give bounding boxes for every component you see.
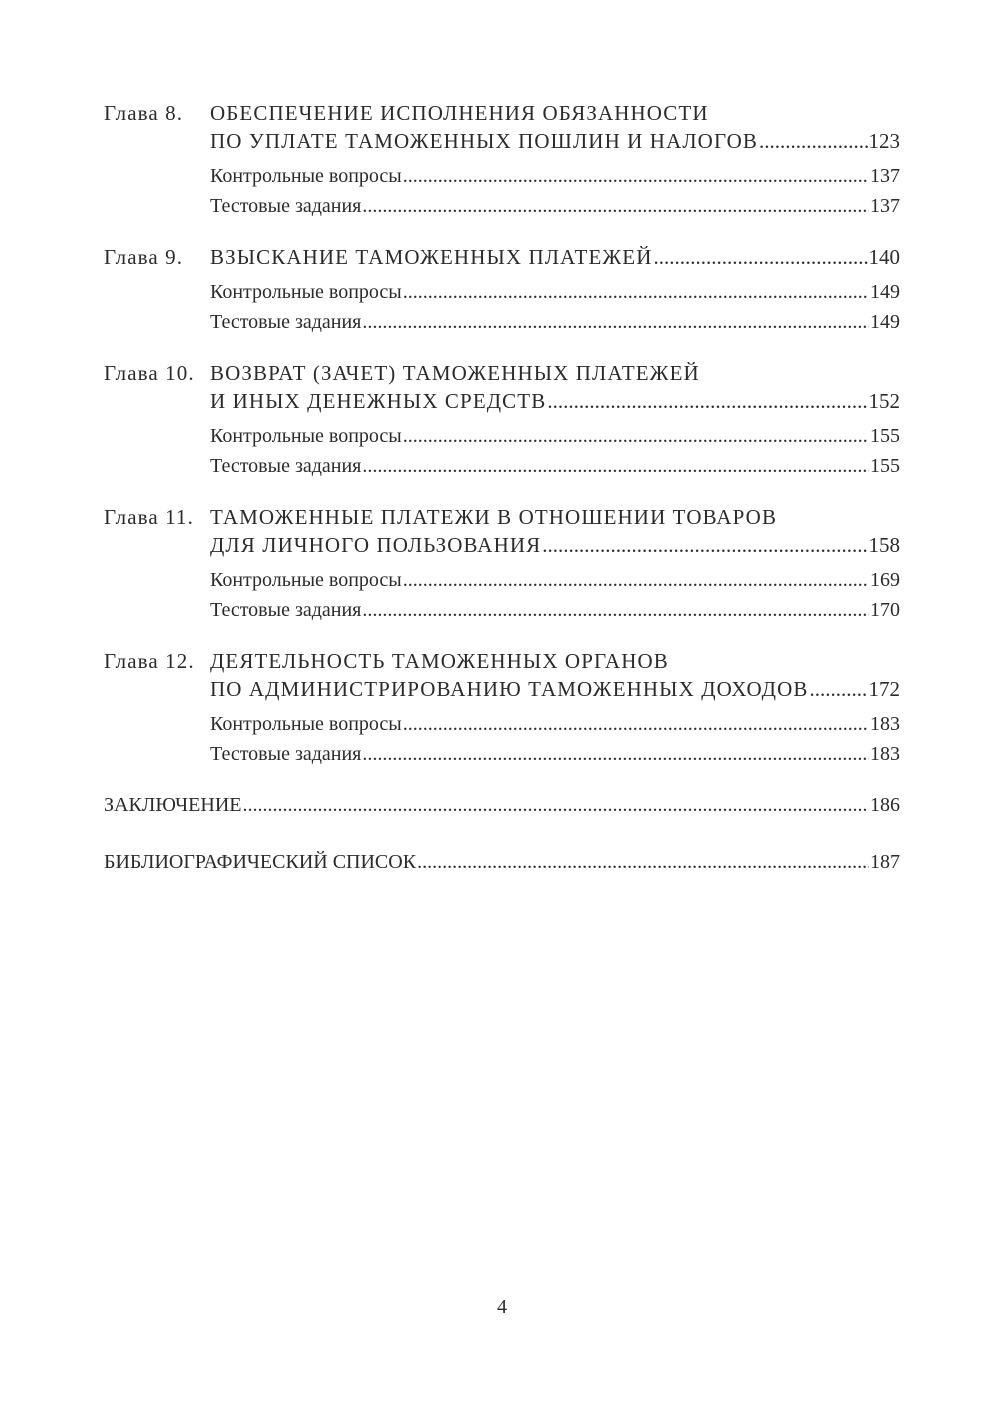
toc-subitem-questions[interactable] xyxy=(210,565,900,595)
page-ref: 186 xyxy=(870,794,900,816)
table-of-contents xyxy=(104,99,900,876)
toc-chapter-11[interactable] xyxy=(104,503,900,625)
toc-subitem-questions[interactable] xyxy=(210,161,900,191)
toc-chapter-10[interactable] xyxy=(104,359,900,481)
section-label: ЗАКЛЮЧЕНИЕ xyxy=(104,794,242,816)
chapter-title-line: ОБЕСПЕЧЕНИЕ ИСПОЛНЕНИЯ ОБЯЗАННОСТИ xyxy=(210,101,709,125)
subitem-label: Тестовые задания xyxy=(210,195,362,217)
chapter-label: Глава 10. xyxy=(104,361,195,385)
chapter-title-line: ПО АДМИНИСТРИРОВАНИЮ ТАМОЖЕННЫХ ДОХОДОВ xyxy=(210,677,809,701)
page-ref: 172 xyxy=(868,677,900,701)
page-ref: 140 xyxy=(868,245,900,269)
dot-leader xyxy=(362,307,869,337)
dot-leader xyxy=(362,451,869,481)
page-ref: 149 xyxy=(870,311,900,333)
toc-subitem-questions[interactable] xyxy=(210,421,900,451)
dot-leader xyxy=(403,277,869,307)
chapter-title-line: И ИНЫХ ДЕНЕЖНЫХ СРЕДСТВ xyxy=(210,389,547,413)
dot-leader xyxy=(362,595,869,625)
toc-subitem-tests[interactable] xyxy=(210,191,900,221)
chapter-title-line: ПО УПЛАТЕ ТАМОЖЕННЫХ ПОШЛИН И НАЛОГОВ xyxy=(210,129,759,153)
subitem-label: Контрольные вопросы xyxy=(210,281,402,303)
toc-chapter-12[interactable] xyxy=(104,647,900,769)
subitem-label: Тестовые задания xyxy=(210,311,362,333)
page-ref: 155 xyxy=(870,425,900,447)
dot-leader xyxy=(403,161,869,191)
toc-subitem-tests[interactable] xyxy=(210,739,900,769)
dot-leader xyxy=(403,421,869,451)
chapter-title-line: ТАМОЖЕННЫЕ ПЛАТЕЖИ В ОТНОШЕНИИ ТОВАРОВ xyxy=(210,505,778,529)
subitem-label: Тестовые задания xyxy=(210,455,362,477)
dot-leader xyxy=(417,848,869,876)
chapter-label: Глава 11. xyxy=(104,505,194,529)
page-ref: 158 xyxy=(868,533,900,557)
chapter-title-line: ВЗЫСКАНИЕ ТАМОЖЕННЫХ ПЛАТЕЖЕЙ xyxy=(210,245,653,269)
page-ref: 169 xyxy=(870,569,900,591)
page-ref: 155 xyxy=(870,455,900,477)
chapter-label: Глава 9. xyxy=(104,245,184,269)
page-ref: 149 xyxy=(870,281,900,303)
page-ref: 183 xyxy=(870,713,900,735)
dot-leader xyxy=(362,739,869,769)
dot-leader xyxy=(403,565,869,595)
page-ref: 152 xyxy=(868,389,900,413)
dot-leader xyxy=(362,191,869,221)
subitem-label: Контрольные вопросы xyxy=(210,713,402,735)
subitem-label: Контрольные вопросы xyxy=(210,569,402,591)
chapter-title-line: ВОЗВРАТ (ЗАЧЕТ) ТАМОЖЕННЫХ ПЛАТЕЖЕЙ xyxy=(210,361,700,385)
subitem-label: Тестовые задания xyxy=(210,743,362,765)
dot-leader xyxy=(654,243,868,271)
chapter-label: Глава 8. xyxy=(104,101,184,125)
subitem-label: Контрольные вопросы xyxy=(210,425,402,447)
dot-leader xyxy=(403,709,869,739)
page-ref: 183 xyxy=(870,743,900,765)
page-number: 4 xyxy=(497,1296,507,1318)
dot-leader xyxy=(242,791,869,819)
chapter-title-line: ДЛЯ ЛИЧНОГО ПОЛЬЗОВАНИЯ xyxy=(210,533,542,557)
toc-subitem-questions[interactable] xyxy=(210,277,900,307)
subitem-label: Контрольные вопросы xyxy=(210,165,402,187)
toc-bibliography[interactable] xyxy=(104,848,900,876)
toc-subitem-questions[interactable] xyxy=(210,709,900,739)
toc-conclusion[interactable] xyxy=(104,791,900,819)
page-ref: 187 xyxy=(870,851,900,873)
page-ref: 137 xyxy=(870,165,900,187)
dot-leader xyxy=(547,387,867,415)
toc-subitem-tests[interactable] xyxy=(210,595,900,625)
toc-subitem-tests[interactable] xyxy=(210,307,900,337)
dot-leader xyxy=(809,675,867,703)
chapter-label: Глава 12. xyxy=(104,649,195,673)
toc-chapter-9[interactable] xyxy=(104,243,900,337)
page-ref: 170 xyxy=(870,599,900,621)
dot-leader xyxy=(759,127,867,155)
dot-leader xyxy=(542,531,867,559)
chapter-title-line: ДЕЯТЕЛЬНОСТЬ ТАМОЖЕННЫХ ОРГАНОВ xyxy=(210,649,669,673)
toc-chapter-8[interactable] xyxy=(104,99,900,221)
section-label: БИБЛИОГРАФИЧЕСКИЙ СПИСОК xyxy=(104,851,417,873)
page-ref: 137 xyxy=(870,195,900,217)
toc-subitem-tests[interactable] xyxy=(210,451,900,481)
page-ref: 123 xyxy=(868,129,900,153)
subitem-label: Тестовые задания xyxy=(210,599,362,621)
